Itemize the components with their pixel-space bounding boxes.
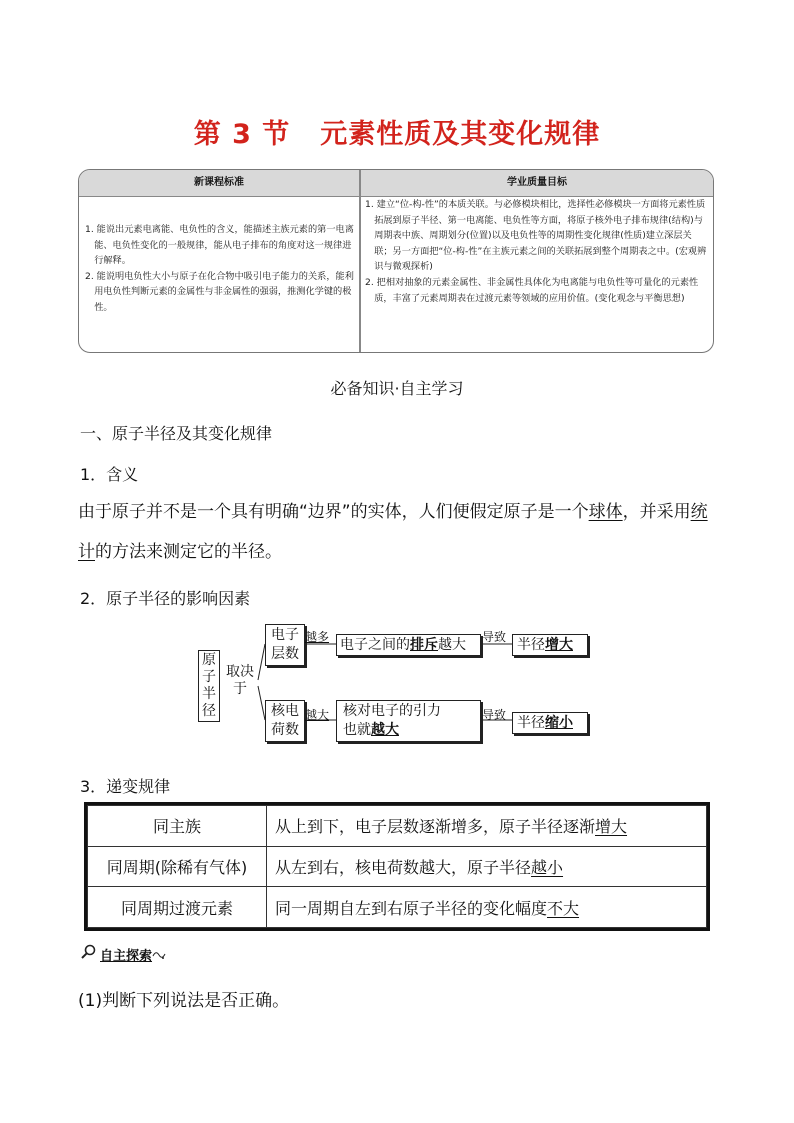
lead-label: 导致 <box>482 708 507 722</box>
effect-box-lower <box>336 700 481 742</box>
table-row <box>88 846 707 887</box>
effect-text: 越大 <box>438 637 466 653</box>
result-key: 缩小 <box>545 715 573 731</box>
fill-blank: 越小 <box>531 857 564 877</box>
judge-text: (1)判断下列说法是否正确。 <box>78 991 290 1011</box>
rule-text: 同一周期自左到右原子半径的变化幅度 <box>275 898 548 918</box>
rule-text: 从左到右，核电荷数越大，原子半径 <box>275 857 532 877</box>
factor-box-lower: 核电荷数 <box>265 700 305 742</box>
subtitle: 必备知识·自主学习 <box>330 379 464 398</box>
fill-blank: 增大 <box>595 817 628 837</box>
effect-text: 也就 <box>343 722 371 738</box>
rule-value <box>267 806 707 847</box>
rule-key: 同周期(除稀有气体) <box>88 846 267 887</box>
curriculum-standards <box>85 222 355 316</box>
effect-key: 越大 <box>371 722 399 738</box>
rule-value <box>267 887 707 928</box>
fill-blank: 球体 <box>588 502 623 522</box>
standard-item: 2. 能说明电负性大小与原子在化合物中吸引电子能力的关系，能利用电负性判断元素的金属性与非金属性的强弱，推测化学键的极性。 <box>85 270 354 313</box>
factors-diagram <box>190 620 610 750</box>
factors-heading: 2．原子半径的影响因素 <box>80 589 251 608</box>
rule-key: 同主族 <box>88 806 267 847</box>
squiggle-icon <box>152 945 166 964</box>
lead-label: 导致 <box>482 630 507 644</box>
result-text: 半径 <box>517 637 545 653</box>
root-box: 原子半径 <box>198 650 220 722</box>
table-row <box>88 806 707 847</box>
section-heading: 一、原子半径及其变化规律 <box>80 424 273 443</box>
effect-key: 排斥 <box>410 637 438 653</box>
result-key: 增大 <box>545 637 573 653</box>
depends-label: 取决于 <box>226 664 254 697</box>
standard-item: 1. 能说出元素电离能、电负性的含义，能描述主族元素的第一电离能、电负性变化的一般规律，能从电子排布的角度对这一规律进行解释。 <box>85 224 354 267</box>
result-box-upper <box>512 634 588 656</box>
relation-label: 越多 <box>305 630 330 644</box>
goal-item: 2. 把相对抽象的元素金属性、非金属性具体化为电离能与电负性等可量化的元素性质，丰富了元素周期表在过渡元素等领域的应用价值。(变化观念与平衡思想) <box>365 276 699 304</box>
meaning-paragraph <box>78 492 724 572</box>
column-divider <box>359 170 361 352</box>
explore-badge <box>80 944 166 964</box>
explore-label: 自主探索 <box>100 948 153 964</box>
effect-text: 电子之间的 <box>340 637 410 653</box>
meaning-text: 由于原子并不是一个具有明确“边界”的实体，人们便假定原子是一个 <box>78 502 589 522</box>
rules-table <box>84 802 710 931</box>
fill-blank: 不大 <box>547 898 580 918</box>
result-text: 半径 <box>517 715 545 731</box>
page-title <box>0 112 794 151</box>
fill-blank: 统计 <box>78 502 708 562</box>
meaning-text: 的方法来测定它的半径。 <box>95 542 282 562</box>
factor-box-upper: 电子层数 <box>265 624 305 666</box>
section-name: 元素性质及其变化规律 <box>320 119 601 150</box>
rule-key: 同周期过渡元素 <box>88 887 267 928</box>
effect-text: 核对电子的引力 <box>343 703 441 719</box>
goal-item: 1. 建立“位-构-性”的本质关联。与必修模块相比，选择性必修模块一方面将元素性质拓展到原子半径、第一电离能、电负性等方面，将原子核外电子排布规律(结构)与周期表中族、周期划分(位置)以及电负性等的周期性变化规律(性质)建立深层关联；另一方面把“位-构-性”在主族元素之间的关联拓展到整个周期表之中。(宏观辨识与微观探析) <box>365 199 707 273</box>
effect-box-upper <box>336 634 481 656</box>
magnifier-icon <box>80 944 98 964</box>
meaning-heading: 1．含义 <box>80 465 139 484</box>
table-row <box>88 887 707 928</box>
rules-heading: 3．递变规律 <box>80 777 171 796</box>
section-number: 第 3 节 <box>193 119 291 150</box>
relation-label: 越大 <box>305 708 330 722</box>
rule-text: 从上到下，电子层数逐渐增多，原子半径逐渐 <box>275 817 596 837</box>
result-box-lower <box>512 712 588 734</box>
standards-header-1: 新课程标准 <box>79 170 359 196</box>
rule-value <box>267 846 707 887</box>
standards-header-2: 学业质量目标 <box>361 170 713 196</box>
quality-goals <box>365 197 709 306</box>
standards-table <box>78 169 714 353</box>
meaning-text: ，并采用 <box>622 502 691 522</box>
